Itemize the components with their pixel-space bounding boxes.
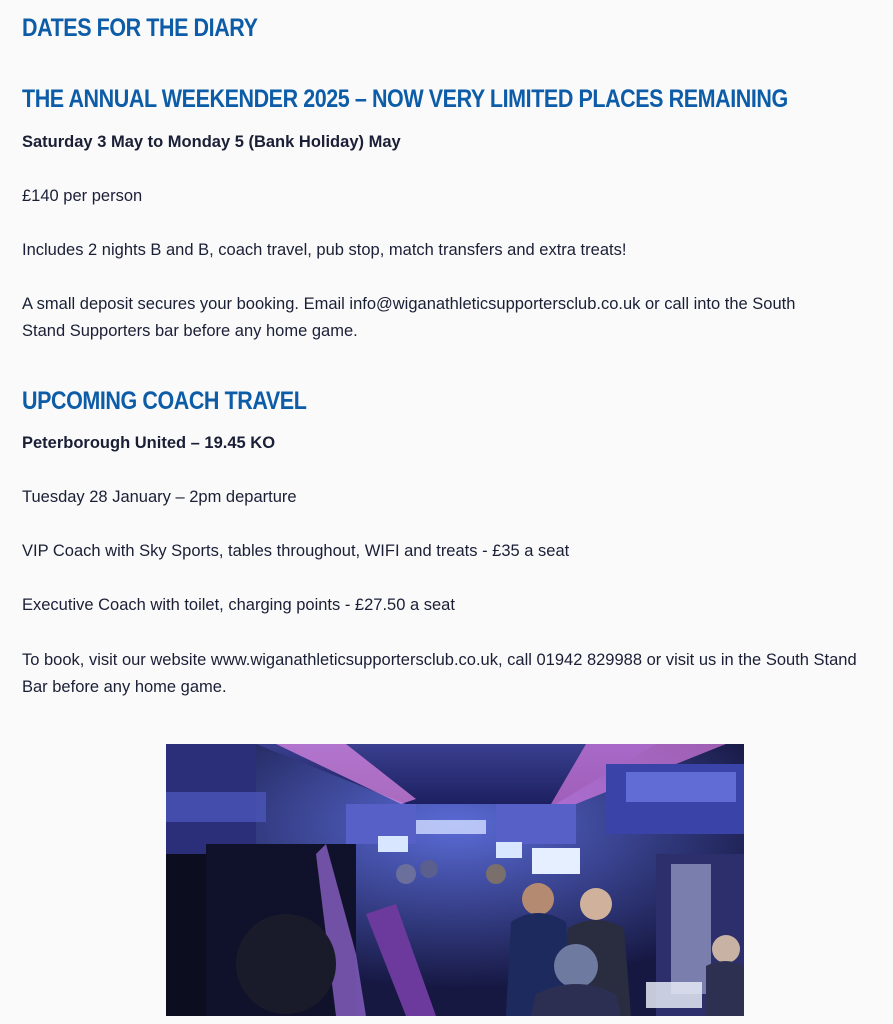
weekender-booking: A small deposit secures your booking. Email info@wiganathleticsupportersclub.co.uk or call into the South Stand Supporters bar before any home game. — [22, 295, 796, 340]
coach-interior-photo — [166, 744, 744, 1016]
diary-heading: DATES FOR THE DIARY — [22, 14, 258, 42]
coach-booking: To book, visit our website www.wiganathleticsupportersclub.co.uk, call 01942 829988 or visit us in the South Stand Bar before any home game. — [22, 651, 857, 696]
coach-executive: Executive Coach with toilet, charging points - £27.50 a seat — [22, 596, 455, 614]
coach-heading: UPCOMING COACH TRAVEL — [22, 387, 307, 415]
coach-departure: Tuesday 28 January – 2pm departure — [22, 488, 297, 506]
coach-match: Peterborough United – 19.45 KO — [22, 434, 276, 452]
weekender-includes: Includes 2 nights B and B, coach travel, pub stop, match transfers and extra treats! — [22, 241, 627, 259]
coach-vip: VIP Coach with Sky Sports, tables throughout, WIFI and treats - £35 a seat — [22, 542, 570, 560]
weekender-price: £140 per person — [22, 187, 143, 205]
weekender-heading: THE ANNUAL WEEKENDER 2025 – NOW VERY LIMITED PLACES REMAINING — [22, 85, 788, 113]
weekender-dates: Saturday 3 May to Monday 5 (Bank Holiday) May — [22, 133, 401, 151]
coach-interior-illustration — [166, 744, 744, 1016]
